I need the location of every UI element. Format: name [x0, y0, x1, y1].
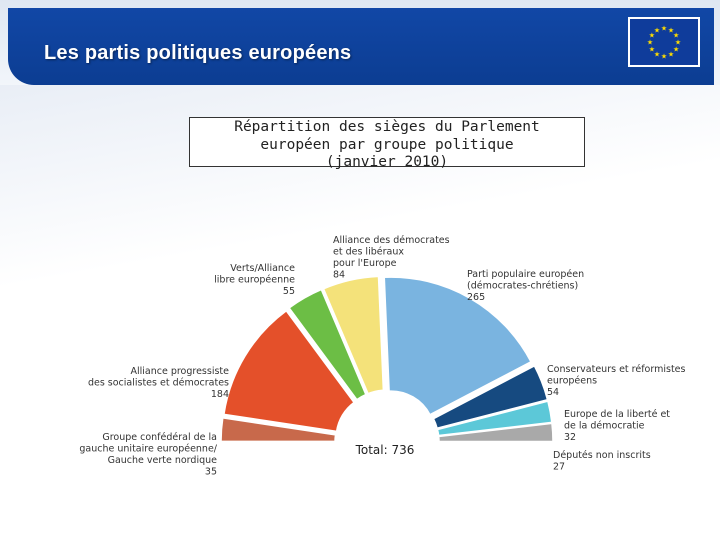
total-label: Total: 736	[355, 443, 415, 457]
data-label-line: pour l'Europe	[333, 258, 397, 269]
data-label-line: gauche unitaire européenne/	[79, 443, 217, 455]
data-label-7	[553, 450, 651, 473]
chart-title-line-3: (janvier 2010)	[325, 154, 449, 170]
data-label-line: des socialistes et démocrates	[87, 377, 229, 389]
data-label-line: européens	[547, 375, 598, 387]
data-label-line: Parti populaire européen	[467, 269, 585, 280]
data-label-line: 265	[467, 292, 486, 303]
data-label-4	[467, 269, 584, 303]
data-label-5	[547, 364, 686, 398]
data-label-line: Verts/Alliance	[230, 263, 295, 274]
eu-star-icon: ★	[672, 46, 680, 54]
eu-star-icon: ★	[660, 53, 668, 61]
data-label-line: (démocrates-chrétiens)	[467, 280, 579, 292]
data-label-line: Alliance des démocrates	[333, 235, 450, 246]
data-label-2	[214, 263, 295, 297]
data-label-line: 184	[210, 389, 229, 400]
eu-star-icon: ★	[667, 27, 675, 35]
data-label-line: Conservateurs et réformistes	[547, 364, 686, 375]
data-label-3	[333, 235, 450, 281]
data-label-line: 35	[204, 466, 217, 478]
data-label-6	[564, 409, 670, 443]
eu-star-icon: ★	[648, 46, 656, 54]
data-label-line: 84	[333, 269, 346, 281]
data-label-line: 55	[282, 286, 295, 297]
data-label-line: libre européenne	[214, 274, 295, 286]
data-label-line: 27	[553, 461, 566, 473]
data-label-0	[79, 432, 217, 478]
data-label-line: Députés non inscrits	[553, 450, 651, 461]
eu-star-icon: ★	[653, 27, 661, 35]
data-label-line: Groupe confédéral de la	[102, 432, 217, 443]
data-label-1	[88, 366, 229, 400]
eu-star-icon: ★	[660, 25, 668, 33]
data-label-line: Europe de la liberté et	[564, 409, 671, 420]
data-label-line: 32	[564, 432, 577, 443]
eu-star-icon: ★	[653, 51, 661, 59]
eu-star-icon: ★	[667, 51, 675, 59]
chart-title-line-1: Répartition des sièges du Parlement	[234, 119, 540, 135]
data-label-line: de la démocratie	[564, 420, 645, 432]
data-label-line: Alliance progressiste	[130, 366, 229, 377]
data-label-line: et des libéraux	[333, 246, 404, 258]
chart-title-line-2: européen par groupe politique	[260, 136, 514, 153]
eu-star-icon: ★	[646, 39, 654, 47]
eu-star-icon: ★	[672, 32, 680, 40]
eu-star-icon: ★	[648, 32, 656, 40]
eu-star-icon: ★	[674, 39, 682, 47]
data-label-line: Gauche verte nordique	[107, 455, 217, 466]
data-label-line: 54	[547, 387, 560, 398]
page-title: Les partis politiques européens	[44, 42, 352, 64]
